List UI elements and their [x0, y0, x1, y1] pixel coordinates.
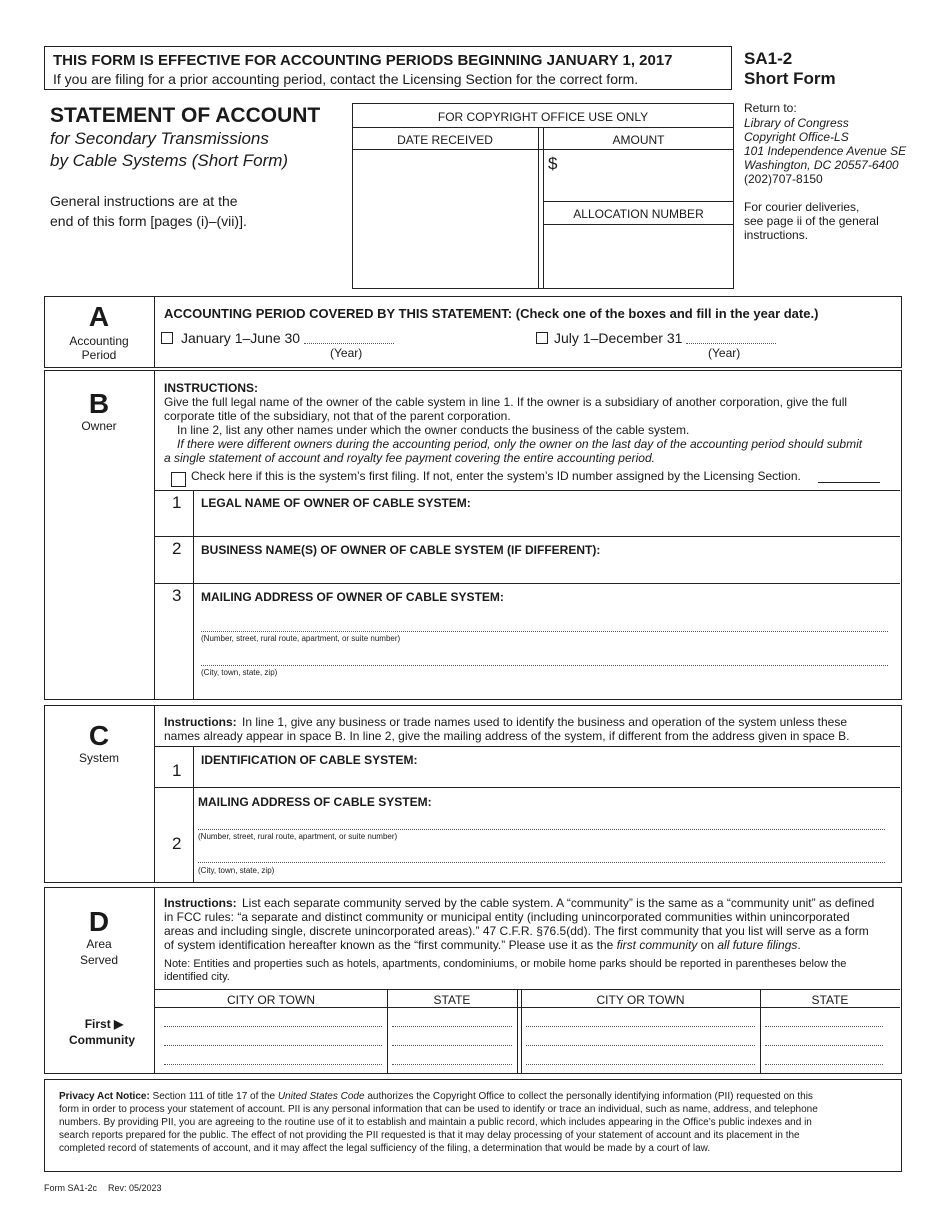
period-jul-dec-checkbox[interactable] — [536, 332, 548, 344]
row-divider — [193, 746, 194, 883]
first-community-label1: First ▶ — [84, 1017, 124, 1031]
section-divider — [154, 370, 155, 700]
system-line-1-label: IDENTIFICATION OF CABLE SYSTEM: — [201, 753, 418, 767]
system-line-2-number: 2 — [172, 834, 182, 853]
system-city-hint: (City, town, state, zip) — [198, 866, 275, 875]
section-d-instr3: areas and including single, discrete unincorporated areas).” 47 C.F.R. §76.5(dd). The first community that you list will serve as a form — [164, 924, 869, 938]
privacy-part: United States Code — [277, 1091, 365, 1102]
return-line4: Washington, DC 20557-6400 — [744, 158, 899, 172]
table-divider — [155, 1007, 900, 1008]
privacy-line5: completed record of statements of account, and it may affect the legal sufficiency of the filing, a determination that would be made by a court of law. — [59, 1143, 711, 1154]
footer-rev: Rev: 05/2023 — [108, 1183, 162, 1193]
accounting-period-heading: ACCOUNTING PERIOD COVERED BY THIS STATEMENT: (Check one of the boxes and fill in the year date.) — [164, 306, 819, 321]
owner-city-field[interactable] — [201, 665, 888, 666]
section-b-instr3: In line 2, list any other names under which the owner conducts the business of the cable system. — [177, 423, 690, 437]
owner-line-2-label: BUSINESS NAME(S) OF OWNER OF CABLE SYSTEM (IF DIFFERENT): — [201, 543, 601, 557]
form-id: SA1-2 — [744, 49, 793, 68]
dollar-sign: $ — [548, 154, 558, 173]
row-divider — [155, 490, 900, 491]
year-field-1[interactable] — [304, 343, 394, 344]
section-b-instr2: corporate title of the subsidiary, not that of the parent corporation. — [164, 409, 511, 423]
community-state-field[interactable] — [765, 1026, 883, 1027]
owner-line-3-number: 3 — [172, 586, 182, 605]
return-line3: 101 Independence Avenue SE — [744, 144, 907, 158]
system-street-hint: (Number, street, rural route, apartment, or suite number) — [198, 832, 398, 841]
section-a-label1: Accounting — [69, 334, 129, 348]
owner-line-1-number: 1 — [172, 493, 182, 512]
row-divider — [155, 536, 900, 537]
office-divider — [538, 127, 539, 289]
owner-street-hint: (Number, street, rural route, apartment, or suite number) — [201, 634, 401, 643]
section-c-instr1: In line 1, give any business or trade names used to identify the business and operation of the system unless these — [242, 715, 848, 729]
community-state-field[interactable] — [392, 1045, 512, 1046]
row-divider — [155, 746, 900, 747]
privacy-part: authorizes the Copyright Office to collect the personally identifying information (PII) requested on this — [364, 1091, 813, 1102]
col-state-1: STATE — [433, 993, 471, 1007]
community-state-field[interactable] — [392, 1064, 512, 1065]
privacy-title: Privacy Act Notice: — [59, 1091, 150, 1102]
col-city-1: CITY OR TOWN — [226, 993, 315, 1007]
period-jan-jun-label: January 1–June 30 — [181, 330, 301, 346]
privacy-part: Section 111 of title 17 of the — [149, 1091, 278, 1102]
first-filing-checkbox[interactable] — [171, 472, 186, 487]
instr4-part: on — [697, 938, 718, 952]
system-line-2-label: MAILING ADDRESS OF CABLE SYSTEM: — [198, 795, 432, 809]
section-d-instr-bold: Instructions: — [164, 896, 237, 910]
section-b-instr-head: INSTRUCTIONS: — [164, 381, 258, 395]
row-divider — [193, 490, 194, 700]
privacy-line2: form in order to process your statement of account. PII is any personal information that can be used to identify or trace an individual, such as name, address, and telephone — [59, 1104, 818, 1115]
owner-line-2-number: 2 — [172, 539, 182, 558]
amount-label: AMOUNT — [612, 133, 665, 147]
date-received-label: DATE RECEIVED — [397, 133, 493, 147]
general-instr-1: General instructions are at the — [50, 193, 238, 209]
form-type: Short Form — [744, 69, 836, 88]
return-phone: (202)707-8150 — [744, 172, 823, 186]
section-d-label2: Served — [79, 953, 119, 967]
office-divider — [543, 224, 734, 225]
courier-line2: see page ii of the general — [744, 214, 879, 228]
section-divider — [154, 705, 155, 883]
section-d-note1: Note: Entities and properties such as hotels, apartments, condominiums, or mobile home parks should be reported in parentheses below the — [164, 958, 847, 970]
community-city-field[interactable] — [526, 1064, 755, 1065]
community-state-field[interactable] — [765, 1064, 883, 1065]
community-city-field[interactable] — [164, 1026, 382, 1027]
first-filing-label: Check here if this is the system’s first filing. If not, enter the system’s ID number assigned by the Licensing Section. — [191, 469, 801, 483]
office-divider — [543, 201, 734, 202]
col-state-2: STATE — [811, 993, 849, 1007]
section-d-instr4 — [164, 938, 801, 952]
section-b-label: Owner — [81, 419, 117, 433]
system-id-field[interactable] — [818, 482, 880, 483]
section-b-instr1: Give the full legal name of the owner of the cable system in line 1. If the owner is a subsidiary of another corporation, give the full — [164, 395, 848, 409]
community-state-field[interactable] — [765, 1045, 883, 1046]
section-d-label1: Area — [86, 937, 112, 951]
instr4-part: first community — [616, 938, 698, 952]
year-hint-1: (Year) — [330, 346, 363, 360]
section-a-label2: Period — [81, 348, 117, 362]
community-city-field[interactable] — [526, 1045, 755, 1046]
owner-line-3-label: MAILING ADDRESS OF OWNER OF CABLE SYSTEM: — [201, 590, 504, 604]
system-street-field[interactable] — [198, 829, 885, 830]
system-city-field[interactable] — [198, 862, 885, 863]
section-b-letter: B — [88, 388, 110, 419]
section-divider — [154, 296, 155, 368]
page-title: STATEMENT OF ACCOUNT — [50, 104, 321, 127]
section-d-instr1: List each separate community served by the cable system. A “community” is the same as a “community unit” as defined — [242, 896, 875, 910]
period-jan-jun-checkbox[interactable] — [161, 332, 173, 344]
title-sub1: for Secondary Transmissions — [50, 129, 269, 148]
col-city-2: CITY OR TOWN — [596, 993, 685, 1007]
table-divider — [155, 989, 900, 990]
section-c-label: System — [78, 751, 119, 765]
instr4-part: of system identification hereafter known as the “first community.” Please use it as the — [164, 938, 617, 952]
system-line-1-number: 1 — [172, 761, 182, 780]
return-line2: Copyright Office-LS — [744, 130, 849, 144]
courier-line1: For courier deliveries, — [744, 200, 860, 214]
section-b-instr4: If there were different owners during the accounting period, only the owner on the last day of the accounting period should submit — [177, 437, 863, 451]
title-sub2: by Cable Systems (Short Form) — [50, 151, 289, 170]
table-divider — [517, 989, 518, 1074]
footer-form: Form SA1-2c — [44, 1183, 98, 1193]
privacy-line1 — [59, 1091, 813, 1102]
year-field-2[interactable] — [686, 343, 776, 344]
community-city-field[interactable] — [164, 1045, 382, 1046]
owner-city-hint: (City, town, state, zip) — [201, 668, 278, 677]
row-divider — [155, 787, 900, 788]
return-line1: Library of Congress — [744, 116, 849, 130]
section-c-instr2: names already appear in space B. In line 2, give the mailing address of the system, if different from the address given in space B. — [164, 729, 850, 743]
privacy-line3: numbers. By providing PII, you are agreeing to the routine use of it to establish and maintain a public record, which includes appearing in the Office’s public indexes and in — [59, 1117, 812, 1128]
general-instr-2: end of this form [pages (i)–(vii)]. — [50, 213, 247, 229]
office-use-heading: FOR COPYRIGHT OFFICE USE ONLY — [437, 110, 649, 124]
row-divider — [155, 583, 900, 584]
community-city-field[interactable] — [164, 1064, 382, 1065]
section-d-letter: D — [88, 906, 110, 937]
courier-line3: instructions. — [744, 228, 809, 242]
section-c-instr-bold: Instructions: — [164, 715, 237, 729]
section-c-letter: C — [88, 720, 110, 751]
owner-street-field[interactable] — [201, 631, 888, 632]
effective-line: THIS FORM IS EFFECTIVE FOR ACCOUNTING PERIODS BEGINNING JANUARY 1, 2017 — [53, 52, 673, 69]
return-to-label: Return to: — [744, 101, 797, 115]
first-community-label2: Community — [69, 1033, 135, 1047]
instr4-part: . — [797, 938, 801, 952]
community-state-field[interactable] — [392, 1026, 512, 1027]
section-b-instr5: a single statement of account and royalty fee payment covering the entire accounting period. — [164, 451, 655, 465]
prior-period-line: If you are filing for a prior accounting period, contact the Licensing Section for the correct form. — [53, 71, 639, 87]
year-hint-2: (Year) — [708, 346, 741, 360]
instr4-part: all future filings — [717, 938, 798, 952]
owner-line-1-label: LEGAL NAME OF OWNER OF CABLE SYSTEM: — [201, 496, 471, 510]
allocation-number-label: ALLOCATION NUMBER — [573, 207, 704, 221]
section-d-instr2: in FCC rules: “a separate and distinct community or municipal entity (including unincorporated communities within unincorporated — [164, 910, 850, 924]
privacy-line4: search reports prepared for the public. The effect of not providing the PII requested is that it may delay processing of your statement of account and its placement in the — [59, 1130, 800, 1141]
section-a-letter: A — [88, 301, 110, 332]
community-city-field[interactable] — [526, 1026, 755, 1027]
period-jul-dec-label: July 1–December 31 — [554, 330, 683, 346]
section-d-note2: identified city. — [164, 971, 230, 983]
